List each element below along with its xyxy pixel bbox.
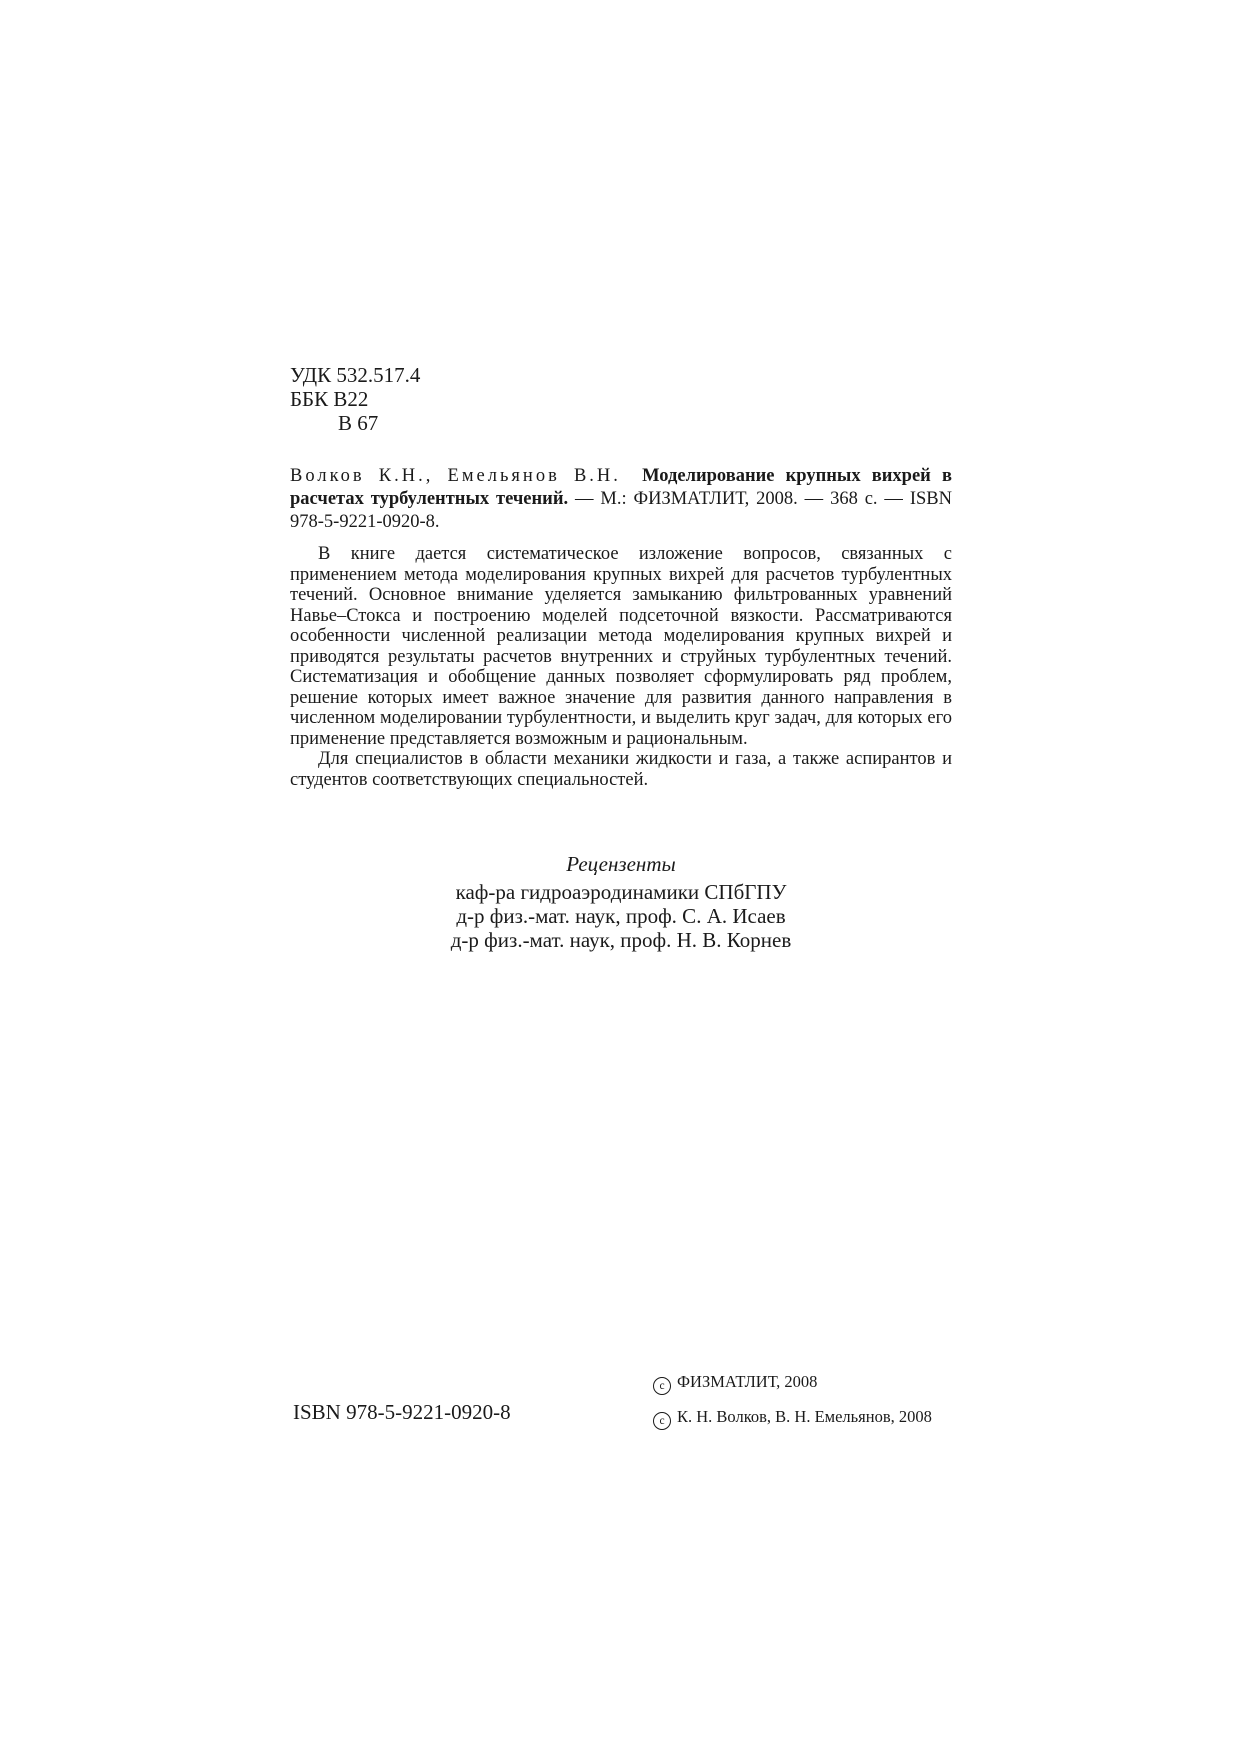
udk-code: УДК 532.517.4	[290, 363, 421, 387]
isbn-number: ISBN 978-5-9221-0920-8	[293, 1400, 511, 1424]
classification-codes	[290, 363, 420, 435]
copyright-holder: ФИЗМАТЛИТ, 2008	[677, 1372, 818, 1391]
book-imprint: — М.: ФИЗМАТЛИТ, 2008. — 368 с. — ISBN 978-5-9221-0920-8.	[290, 489, 952, 532]
reviewers-block	[290, 852, 952, 952]
book-authors: Волков К.Н., Емельянов В.Н.	[290, 466, 621, 486]
annotation-audience: Для специалистов в области механики жидкости и газа, а также аспирантов и студентов соответствующих специальностей.	[290, 749, 952, 790]
reviewer-item: д-р физ.-мат. наук, проф. Н. В. Корнев	[450, 928, 792, 952]
copyright-holder: К. Н. Волков, В. Н. Емельянов, 2008	[677, 1407, 932, 1426]
copyright-line	[653, 1372, 932, 1395]
copyright-block	[653, 1372, 932, 1442]
book-annotation	[290, 544, 952, 790]
book-title: Моделирование крупных вихрей в расчетах турбулентных течений.	[290, 466, 952, 509]
reviewers-heading: Рецензенты	[566, 852, 676, 876]
bbk-code: ББК В22	[290, 387, 369, 411]
reviewer-item: д-р физ.-мат. наук, проф. С. А. Исаев	[456, 904, 786, 928]
annotation-paragraph: В книге дается систематическое изложение вопросов, связанных с применением метода моделирования крупных вихрей для расчетов турбулентных течений. Основное внимание уделяется замыканию фильтрованных уравнений Навье–Стокса и построению моделей подсеточной вязкости. Рассматриваются особенности численной реализации метода моделирования крупных вихрей и приводятся результаты расчетов внутренних и струйных турбулентных течений. Систематизация и обобщение данных позволяет сформулировать ряд проблем, решение которых имеет важное значение для развития данного направления в численном моделировании турбулентности, и выделить круг задач, для которых его применение представляется возможным и рациональным.	[290, 544, 952, 749]
copyright-icon: c	[653, 1412, 671, 1430]
copyright-icon: c	[653, 1377, 671, 1395]
author-mark: В 67	[338, 411, 379, 435]
reviewer-item: каф-ра гидроаэродинамики СПбГПУ	[455, 880, 787, 904]
copyright-line	[653, 1407, 932, 1430]
bibliographic-record	[290, 465, 952, 534]
